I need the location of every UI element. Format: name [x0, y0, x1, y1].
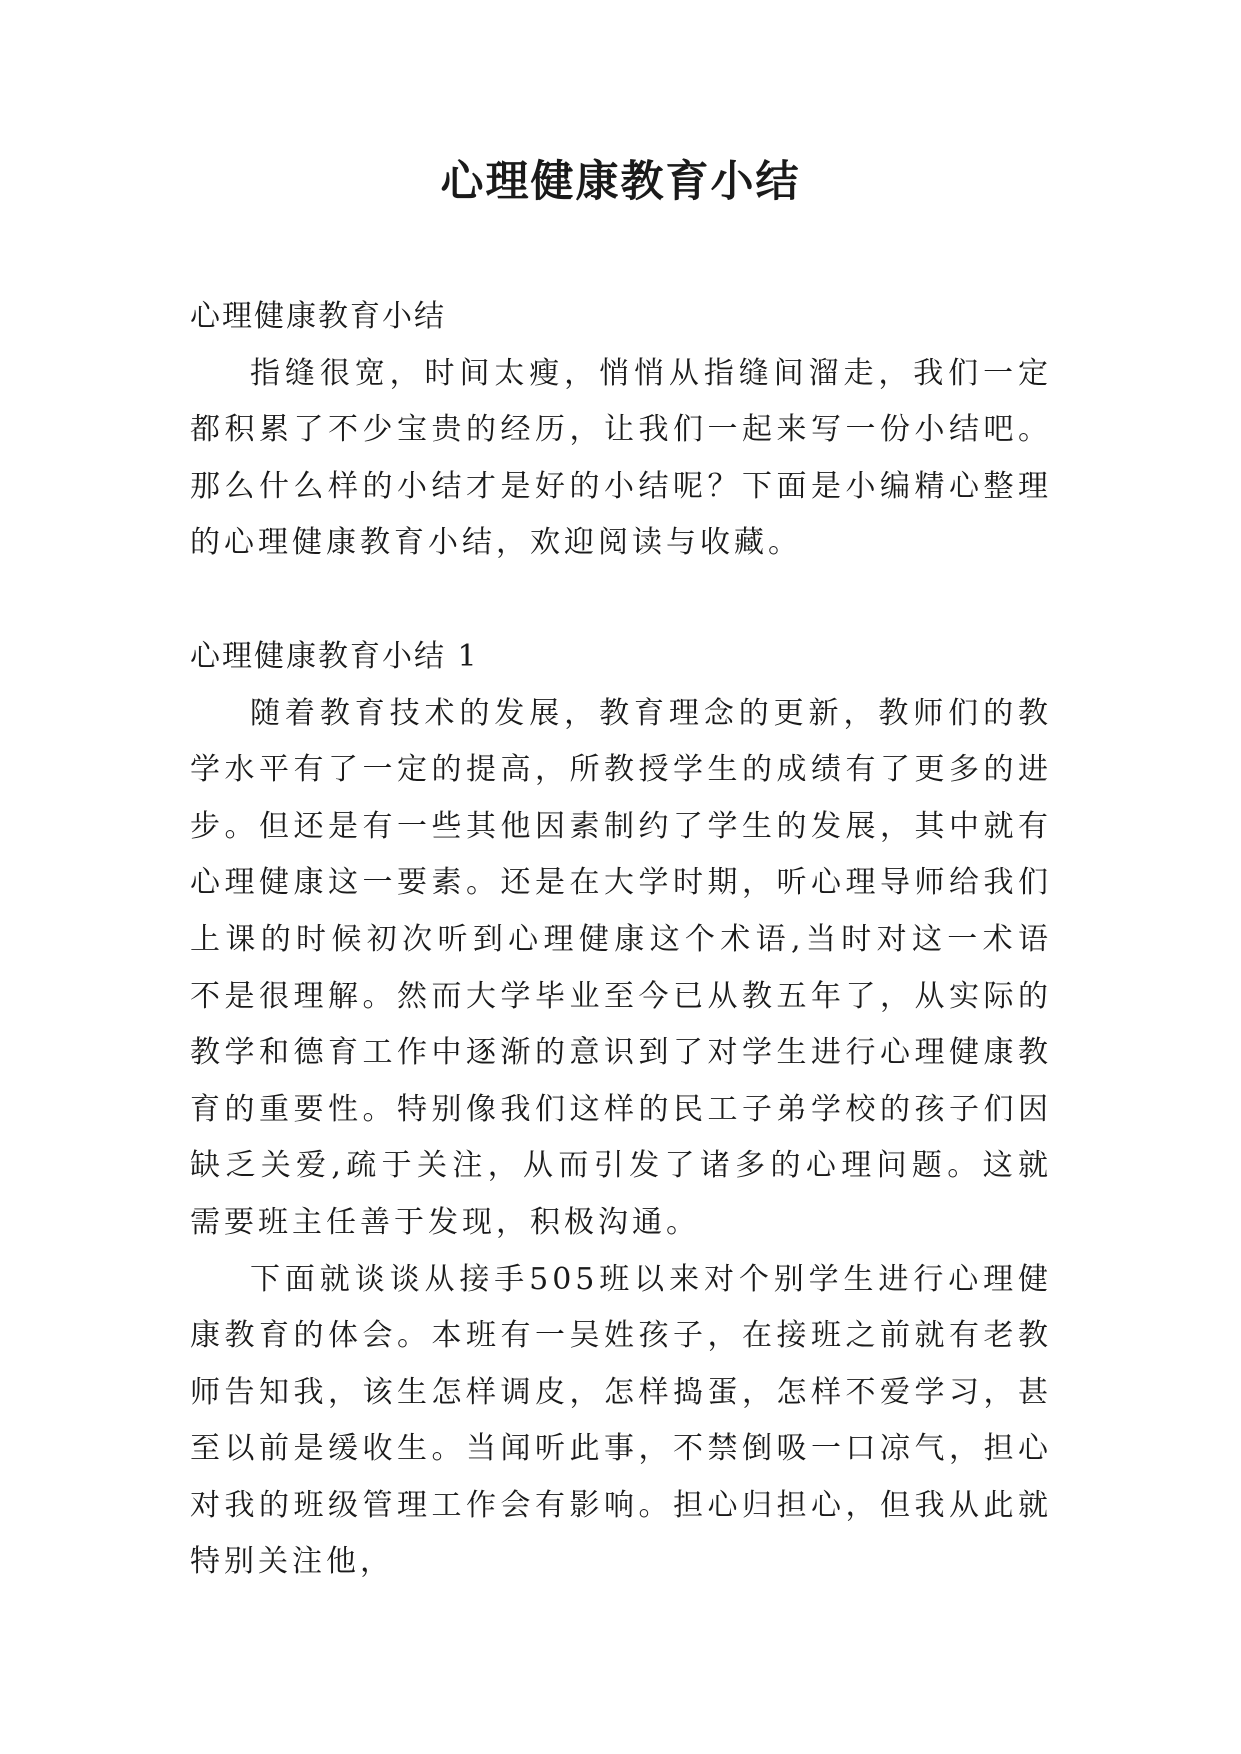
body-paragraph: 随着教育技术的发展，教育理念的更新，教师们的教学水平有了一定的提高，所教授学生的成绩有了更多的进步。但还是有一些其他因素制约了学生的发展，其中就有心理健康这一要素。还是在大学时期，听心理导师给我们上课的时候初次听到心理健康这个术语,当时对这一术语不是很理解。然而大学毕业至今已从教五年了，从实际的教学和德育工作中逐渐的意识到了对学生进行心理健康教育的重要性。特别像我们这样的民工子弟学校的孩子们因缺乏关爱,疏于关注，从而引发了诸多的心理问题。这就需要班主任善于发现，积极沟通。: [190, 695, 1052, 1240]
document-body: [190, 289, 1052, 1591]
intro-paragraph: 指缝很宽，时间太瘦，悄悄从指缝间溜走，我们一定都积累了不少宝贵的经历，让我们一起来写一份小结吧。那么什么样的小结才是好的小结呢？下面是小编精心整理的心理健康教育小结，欢迎阅读与收藏。: [190, 355, 1052, 561]
document-subtitle: 心理健康教育小结: [190, 299, 446, 334]
body-paragraph: 下面就谈谈从接手505班以来对个别学生进行心理健康教育的体会。本班有一吴姓孩子，在接班之前就有老教师告知我，该生怎样调皮，怎样捣蛋，怎样不爱学习，甚至以前是缓收生。当闻听此事，不禁倒吸一口凉气，担心对我的班级管理工作会有影响。担心归担心，但我从此就特别关注他，: [190, 1261, 1052, 1580]
section-spacer: [190, 572, 1052, 629]
section-heading: 心理健康教育小结 1: [190, 638, 479, 674]
document-title: 心理健康教育小结: [440, 157, 801, 207]
